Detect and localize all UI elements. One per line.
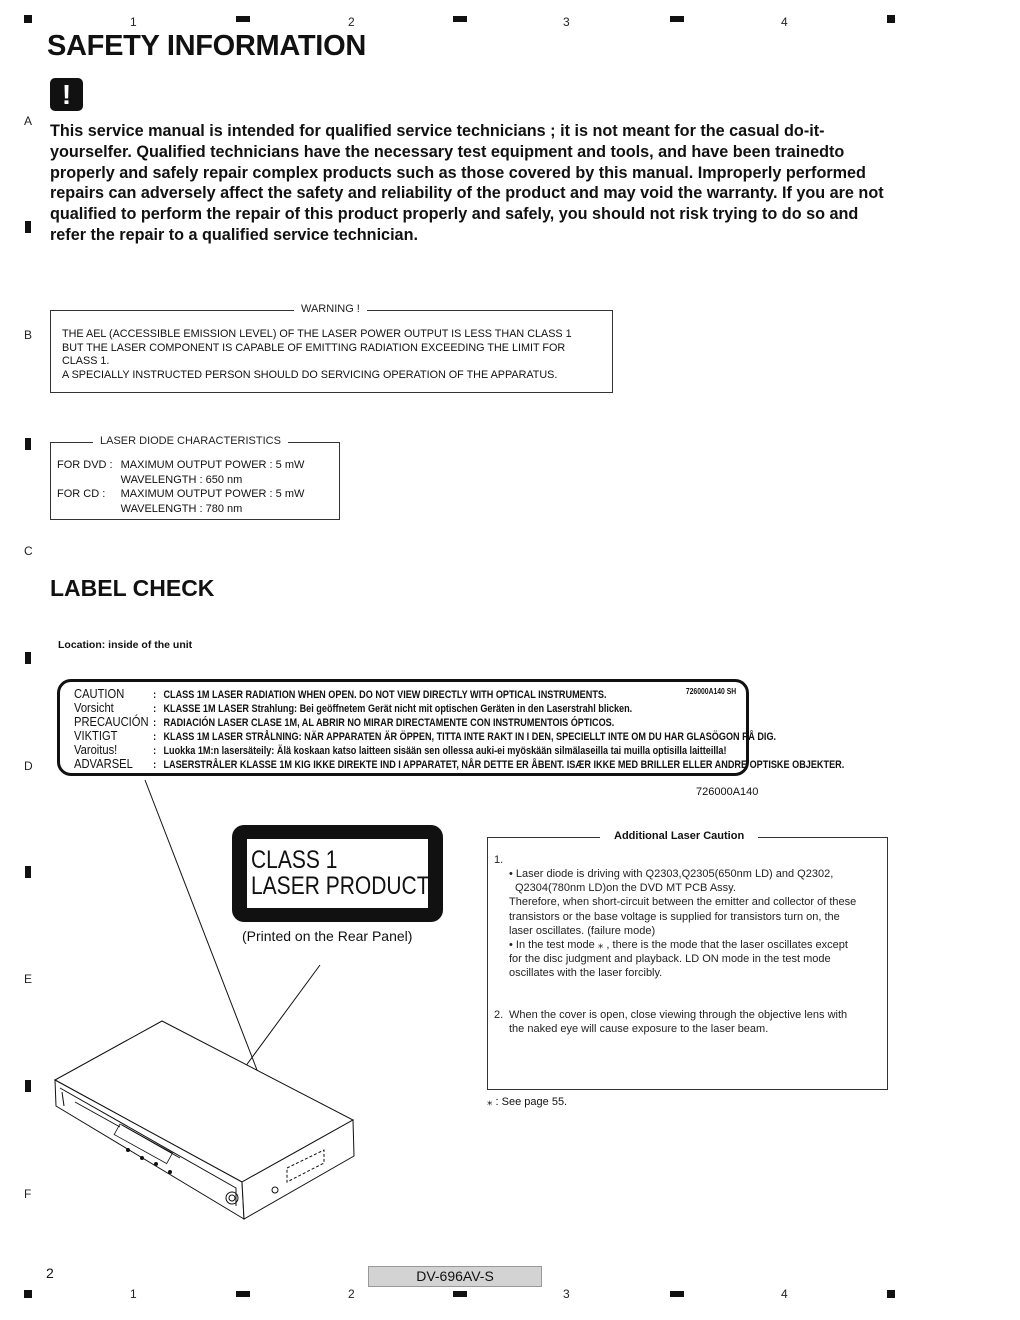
unit-button — [155, 1163, 158, 1166]
warning-legend: WARNING ! — [294, 303, 367, 315]
label-check-title: LABEL CHECK — [50, 575, 215, 601]
unit-button — [141, 1157, 144, 1160]
warning-line: A SPECIALLY INSTRUCTED PERSON SHOULD DO SERVICING OPERATION OF THE APPARATUS. — [62, 368, 558, 381]
model-number: DV-696AV-S — [368, 1266, 542, 1287]
caution-row: CAUTION : CLASS 1M LASER RADIATION WHEN OPEN. DO NOT VIEW DIRECTLY WITH OPTICAL INSTRUMENTS. — [74, 686, 607, 701]
grid-row-label: E — [24, 972, 33, 986]
ld-value: WAVELENGTH : 780 nm — [120, 502, 243, 515]
caution-lang: Vorsicht — [74, 700, 114, 715]
additional-caution-box — [487, 830, 888, 1090]
item1-line: • In the test mode ⁎ , there is the mode that the laser oscillates except — [509, 939, 848, 952]
caution-lang: Varoitus! — [74, 742, 118, 757]
grid-row-label: D — [24, 759, 33, 773]
caution-lang: VIKTIGT — [74, 728, 118, 743]
class1-line: LASER PRODUCT — [251, 872, 430, 900]
leader-line — [245, 965, 320, 1067]
grid-column-label: 3 — [563, 15, 570, 29]
warning-line: BUT THE LASER COMPONENT IS CAPABLE OF EMITTING RADIATION EXCEEDING THE LIMIT FOR — [62, 341, 566, 354]
item-number: 1. — [494, 854, 504, 866]
laser-diode-legend: LASER DIODE CHARACTERISTICS — [93, 435, 288, 447]
grid-row-label: F — [24, 1187, 32, 1201]
grid-column-label: 2 — [348, 1287, 355, 1301]
exclamation-icon: ! — [50, 78, 83, 111]
caution-row: Varoitus! : Luokka 1M:n lasersäteily: Älä koskaan katso laitteen sisään sen ollessa auki-ei myöskään silmälaseilla tai muilla optisilla laitteilla! — [74, 742, 727, 757]
item1-line: laser oscillates. (failure mode) — [509, 924, 656, 937]
caution-lang: ADVARSEL — [74, 756, 133, 771]
caution-code: 726000A140 SH — [685, 687, 736, 696]
page-number: 2 — [46, 1265, 54, 1281]
item2-line: When the cover is open, close viewing through the objective lens with — [509, 1009, 848, 1021]
grid-row-label: B — [24, 328, 33, 342]
item1-line: transistors or the base voltage is supplied for transistors turn on, the — [509, 910, 840, 923]
intro-paragraph: This service manual is intended for qualified service technicians ; it is not meant for the casual do-it-yourselfer. Qualified technicians have the necessary test equipment and tools, and have been trainedto properly and safely repair complex products such as those covered by this manual. Improperly performed repairs can adversely affect the safety and reliability of the product and may void the warranty. If you are not qualified to perform the repair of this product properly and safely, you should not risk trying to do so and refer the repair to a qualified service technician. — [50, 122, 884, 244]
printed-note: (Printed on the Rear Panel) — [242, 928, 413, 944]
ld-label: FOR CD : — [57, 488, 106, 500]
caution-lang: CAUTION — [74, 686, 125, 701]
ld-value: MAXIMUM OUTPUT POWER : 5 mW — [120, 459, 305, 471]
class1-line: CLASS 1 — [251, 846, 338, 874]
location-note: Location: inside of the unit — [58, 639, 193, 651]
grid-column-label: 2 — [348, 15, 355, 29]
grid-column-label: 4 — [781, 1287, 788, 1301]
caution-text: KLASSE 1M LASER Strahlung: Bei geöffnetem Gerät nicht mit optischen Geräten in den Laserstrahl blicken. — [163, 703, 633, 715]
grid-column-label: 3 — [563, 1287, 570, 1301]
caution-text: LASERSTRÅLER KLASSE 1M KIG IKKE DIREKTE IND I APPARATET, NÅR DETTE ER ÅBENT. ISÆR IKKE MED BRILLER ELLER ANDRE OPTISKE OBJEKTER. — [163, 759, 845, 771]
caution-row: ADVARSEL : LASERSTRÅLER KLASSE 1M KIG IKKE DIREKTE IND I APPARATET, NÅR DETTE ER ÅBENT. ISÆR IKKE MED BRILLER ELLER ANDRE OPTISKE OBJEKTER. — [74, 756, 845, 771]
caution-row: Vorsicht : KLASSE 1M LASER Strahlung: Bei geöffnetem Gerät nicht mit optischen Geräten in den Laserstrahl blicken. — [74, 700, 633, 715]
grid-column-label: 1 — [130, 15, 137, 29]
caution-text: KLASS 1M LASER STRÅLNING: NÄR APPARATEN ÄR ÖPPEN, TITTA INTE RAKT IN I DEN, SPECIELLT INTE OM DU HAR GLASÖGON PÅ DIG. — [163, 731, 777, 743]
item1-line: Therefore, when short-circuit between the emitter and collector of these — [509, 896, 857, 909]
additional-legend: Additional Laser Caution — [600, 830, 758, 842]
caution-row: PRECAUCIÓN : RADIACIÓN LASER CLASE 1M, AL ABRIR NO MIRAR DIRECTAMENTE CON INSTRUMENTOIS ÓPTICOS. — [74, 714, 615, 729]
ld-label: FOR DVD : — [57, 459, 113, 471]
grid-column-label: 4 — [781, 15, 788, 29]
unit-button — [169, 1171, 172, 1174]
item1-line: • Laser diode is driving with Q2303,Q2305(650nm LD) and Q2302, — [509, 868, 834, 880]
caution-lang: PRECAUCIÓN — [74, 714, 149, 729]
footnote: ⁎ : See page 55. — [487, 1096, 568, 1108]
warning-line: THE AEL (ACCESSIBLE EMISSION LEVEL) OF THE LASER POWER OUTPUT IS LESS THAN CLASS 1 — [62, 328, 572, 340]
ld-value: WAVELENGTH : 650 nm — [120, 473, 243, 486]
caution-text: RADIACIÓN LASER CLASE 1M, AL ABRIR NO MIRAR DIRECTAMENTE CON INSTRUMENTOIS ÓPTICOS. — [163, 717, 615, 729]
page-title: SAFETY INFORMATION — [47, 30, 366, 62]
item2-text — [509, 1008, 884, 1036]
grid-row-label: A — [24, 114, 33, 128]
item1-line: Q2304(780nm LD)on the DVD MT PCB Assy. — [515, 882, 736, 895]
grid-column-label: 1 — [130, 1287, 137, 1301]
item2-line: the naked eye will cause exposure to the laser beam. — [509, 1023, 769, 1036]
ld-value: MAXIMUM OUTPUT POWER : 5 mW — [120, 488, 305, 500]
part-number: 726000A140 — [696, 786, 759, 798]
grid-row-label: C — [24, 544, 33, 558]
unit-button — [127, 1149, 130, 1152]
caution-text: CLASS 1M LASER RADIATION WHEN OPEN. DO NOT VIEW DIRECTLY WITH OPTICAL INSTRUMENTS. — [163, 689, 607, 701]
item1-line: oscillates with the laser forcibly. — [509, 967, 663, 980]
item-number: 2. — [494, 1009, 504, 1021]
caution-row: VIKTIGT : KLASS 1M LASER STRÅLNING: NÄR APPARATEN ÄR ÖPPEN, TITTA INTE RAKT IN I DEN, SPECIELLT INTE OM DU HAR GLASÖGON PÅ DIG. — [74, 728, 777, 743]
caution-text: Luokka 1M:n lasersäteily: Älä koskaan katso laitteen sisään sen ollessa auki-ei myöskään silmälaseilla tai muilla optisilla laitteilla! — [163, 745, 727, 757]
item1-text — [509, 867, 884, 981]
warning-line: CLASS 1. — [62, 355, 110, 368]
item1-line: for the disc judgment and playback. LD ON mode in the test mode — [509, 953, 831, 966]
